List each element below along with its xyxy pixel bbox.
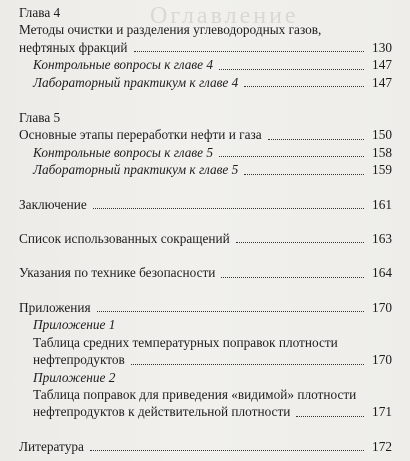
leader-dots bbox=[219, 156, 364, 157]
page-number: 170 bbox=[372, 352, 392, 368]
leader-dots bbox=[219, 69, 364, 70]
abbreviations-title: Список использованных сокращений bbox=[19, 231, 230, 247]
page-number: 161 bbox=[372, 196, 392, 212]
page-number: 158 bbox=[372, 144, 392, 160]
abbreviations-row bbox=[19, 230, 392, 247]
chapter5-title-row bbox=[19, 126, 392, 143]
literature-row bbox=[19, 438, 392, 455]
page-number: 130 bbox=[372, 39, 392, 55]
appendix1-title-line2: нефтепродуктов bbox=[33, 352, 125, 368]
leader-dots bbox=[90, 450, 364, 451]
page-number: 171 bbox=[372, 404, 392, 420]
appendix1-title-line1: Таблица средних температурных поправок плотности bbox=[33, 334, 338, 350]
safety-title: Указания по технике безопасности bbox=[19, 265, 216, 281]
page-number: 163 bbox=[372, 231, 392, 247]
chapter4-control-row bbox=[19, 56, 392, 73]
page-number: 150 bbox=[372, 127, 392, 143]
chapter4-label: Глава 4 bbox=[19, 5, 61, 20]
bleed-through-heading: Оглавление bbox=[150, 3, 299, 29]
leader-dots bbox=[131, 364, 364, 365]
appendix2-title-row bbox=[19, 403, 392, 420]
page-number: 172 bbox=[372, 438, 392, 454]
chapter4-title-row bbox=[19, 39, 392, 56]
leader-dots bbox=[244, 174, 364, 175]
page-number: 164 bbox=[372, 265, 392, 281]
appendices-title: Приложения bbox=[19, 299, 91, 315]
page-number: 170 bbox=[372, 299, 392, 315]
safety-row bbox=[19, 264, 392, 281]
leader-dots bbox=[244, 86, 364, 87]
leader-dots bbox=[221, 277, 364, 278]
chapter4-title-line2: нефтяных фракций bbox=[19, 39, 128, 55]
appendix2-label: Приложение 2 bbox=[33, 369, 116, 385]
leader-dots bbox=[268, 139, 364, 140]
appendix2-title-line1: Таблица поправок для приведения «видимой» плотности bbox=[33, 386, 357, 402]
leader-dots bbox=[134, 51, 364, 52]
appendix2-title-line2: нефтепродуктов к действительной плотности bbox=[33, 404, 291, 420]
chapter4-control-title: Контрольные вопросы к главе 4 bbox=[33, 57, 214, 73]
page-number: 147 bbox=[372, 57, 392, 73]
appendix1-title-row bbox=[19, 351, 392, 368]
page-number: 147 bbox=[372, 74, 392, 90]
literature-title: Литература bbox=[19, 438, 84, 454]
leader-dots bbox=[296, 416, 364, 417]
chapter5-lab-title: Лабораторный практикум к главе 5 bbox=[33, 162, 239, 178]
appendix1-label: Приложение 1 bbox=[33, 317, 116, 333]
chapter5-control-title: Контрольные вопросы к главе 5 bbox=[33, 144, 214, 160]
table-of-contents bbox=[19, 4, 392, 455]
leader-dots bbox=[93, 208, 364, 209]
chapter5-lab-row bbox=[19, 161, 392, 178]
conclusion-title: Заключение bbox=[19, 196, 87, 212]
leader-dots bbox=[97, 311, 364, 312]
chapter4-lab-row bbox=[19, 74, 392, 91]
conclusion-row bbox=[19, 196, 392, 213]
chapter5-label: Глава 5 bbox=[19, 110, 61, 126]
chapter4-lab-title: Лабораторный практикум к главе 4 bbox=[33, 74, 239, 90]
page-number: 159 bbox=[372, 162, 392, 178]
chapter5-title: Основные этапы переработки нефти и газа bbox=[19, 127, 262, 143]
chapter4-title-line1: Методы очистки и разделения углеводородных газов, bbox=[19, 22, 322, 38]
chapter5-control-row bbox=[19, 144, 392, 161]
appendices-row bbox=[19, 299, 392, 316]
leader-dots bbox=[236, 242, 364, 243]
